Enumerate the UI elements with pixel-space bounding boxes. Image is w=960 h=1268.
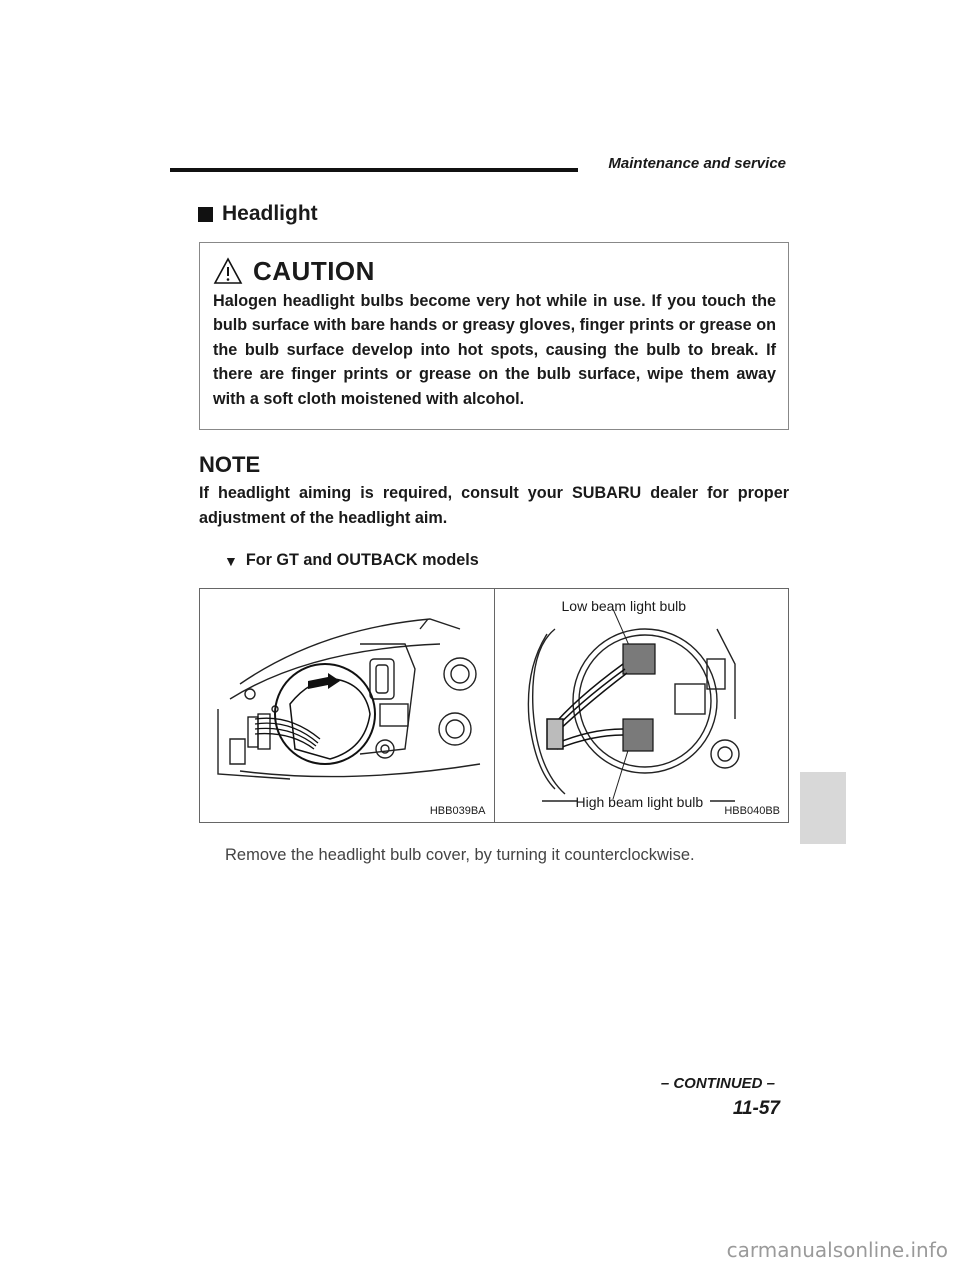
low-beam-label: Low beam light bulb	[561, 598, 687, 614]
caution-title: CAUTION	[253, 256, 375, 286]
headlight-figure	[199, 588, 789, 823]
headlight-bulb-illustration	[495, 589, 789, 824]
header-rule	[170, 168, 578, 172]
section-bullet-icon	[198, 207, 213, 222]
caution-text: Halogen headlight bulbs become very hot while in use. If you touch the bulb surface with bare hands or greasy gloves, finger prints or grease on the bulb surface develop into hot spots, causing the bulb to break. If there are finger prints or grease on the bulb surface, wipe them away with a soft cloth moistened with alcohol.	[213, 292, 776, 408]
headlight-cover-illustration	[200, 589, 494, 824]
models-heading	[224, 551, 479, 570]
continued-label: – CONTINUED –	[660, 1075, 775, 1092]
caution-header	[213, 253, 776, 287]
running-head: Maintenance and service	[608, 155, 786, 172]
section-title	[198, 202, 318, 226]
note-text: If headlight aiming is required, consult your SUBARU dealer for proper adjustment of the headlight aim.	[199, 484, 789, 527]
high-beam-label: High beam light bulb	[575, 794, 704, 810]
caution-box	[199, 242, 789, 430]
down-triangle-icon: ▼	[224, 552, 238, 569]
page-number: 11-57	[732, 1098, 780, 1119]
section-title-text: Headlight	[222, 202, 318, 225]
figure-left-code: HBB039BA	[429, 805, 486, 817]
figure-right-code: HBB040BB	[724, 805, 780, 817]
body-text: Remove the headlight bulb cover, by turning it counterclockwise.	[225, 846, 695, 864]
warning-triangle-icon	[213, 257, 243, 285]
watermark: carmanualsonline.info	[726, 1238, 948, 1262]
chapter-tab	[800, 772, 846, 844]
figure-right-panel	[495, 589, 789, 822]
figure-left-panel	[200, 589, 495, 822]
note-title: NOTE	[199, 452, 261, 477]
models-heading-text: For GT and OUTBACK models	[245, 551, 479, 569]
